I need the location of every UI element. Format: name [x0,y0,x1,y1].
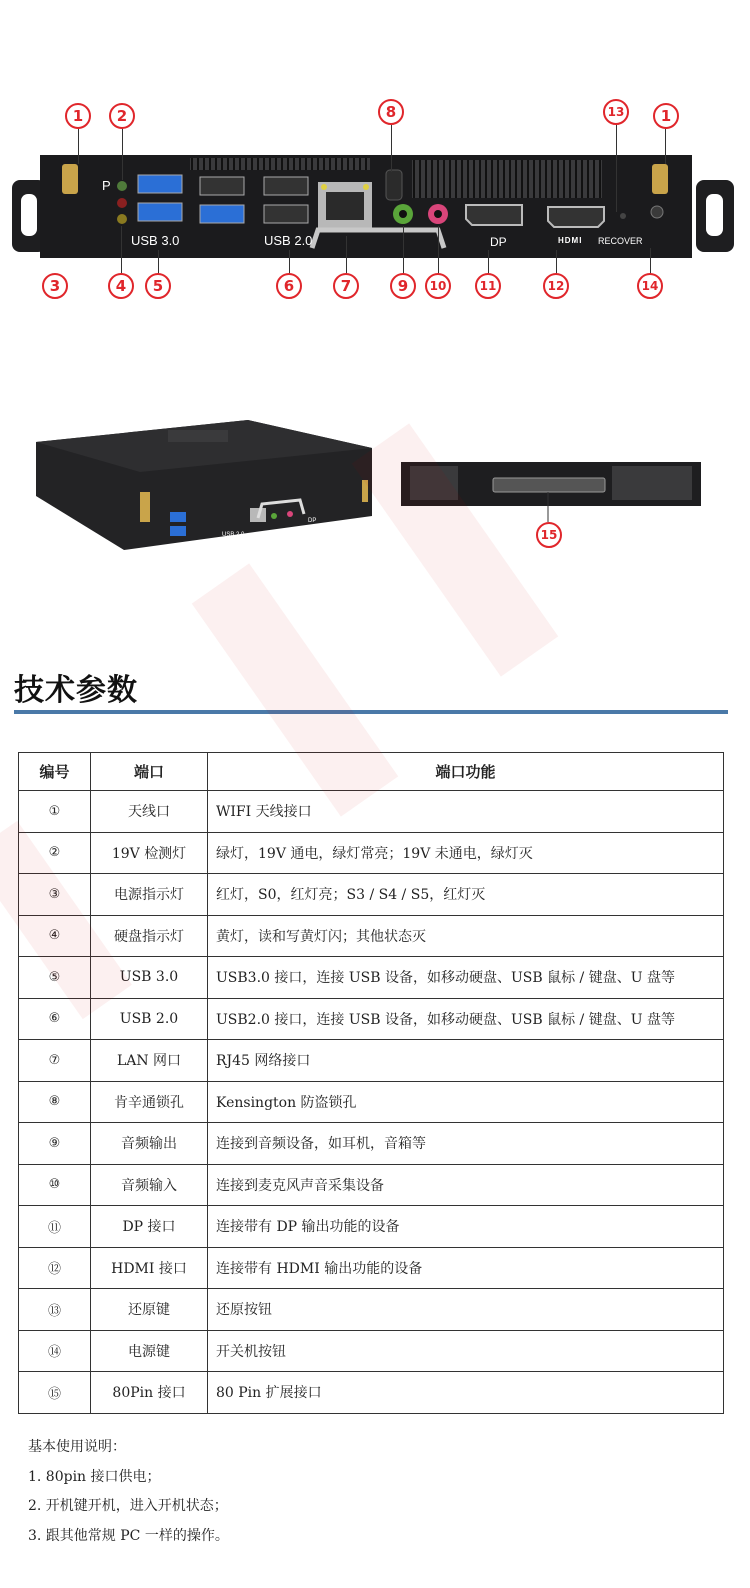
callout-3: 3 [42,273,68,299]
dp-port [466,205,522,225]
cell-port: USB 3.0 [91,957,208,999]
cell-number: ⑪ [19,1206,91,1248]
80pin-connector [493,478,605,492]
callout-14: 14 [637,273,663,299]
usb3-port-1 [138,175,182,193]
label-usb2: USB 2.0 [264,233,313,248]
cell-number: ⑭ [19,1330,91,1372]
table-body [19,791,724,1414]
cell-port: 电源键 [91,1330,208,1372]
callout-1-left: 1 [65,103,91,129]
cell-port: 硬盘指示灯 [91,915,208,957]
callout-9: 9 [390,273,416,299]
front-panel-diagram [0,0,750,330]
table-row [19,957,724,999]
label-p: P [102,178,111,193]
cell-number: ⑦ [19,1040,91,1082]
cell-function: USB3.0 接口，连接 USB 设备，如移动硬盘、USB 鼠标 / 键盘、U 盘等 [208,957,724,999]
cell-port: 电源指示灯 [91,874,208,916]
label-usb3: USB 3.0 [131,233,180,248]
small-label-usb2: USB 2.0 [222,532,245,538]
notes-heading: 基本使用说明： [28,1439,126,1455]
cell-port: LAN 网口 [91,1040,208,1082]
callout-11: 11 [475,273,501,299]
cell-function: 连接带有 DP 输出功能的设备 [208,1206,724,1248]
table-row [19,1040,724,1082]
cell-function: 连接到麦克风声音采集设备 [208,1164,724,1206]
cell-port: 还原键 [91,1289,208,1331]
spec-table [18,752,724,1414]
cell-port: 天线口 [91,791,208,833]
callout-1-right: 1 [653,103,679,129]
table-row [19,1247,724,1289]
table-row [19,832,724,874]
table-row [19,874,724,916]
cell-function: USB2.0 接口，连接 USB 设备，如移动硬盘、USB 鼠标 / 键盘、U 盘等 [208,998,724,1040]
cell-function: 红灯，S0，红灯亮；S3 / S4 / S5，红灯灭 [208,874,724,916]
callout-15: 15 [536,522,562,548]
header-function: 端口功能 [208,753,724,791]
cell-number: ⑤ [19,957,91,999]
cell-port: 肯辛通锁孔 [91,1081,208,1123]
note-item-3: 3. 跟其他常规 PC 一样的操作。 [28,1527,229,1544]
cell-port: 19V 检测灯 [91,832,208,874]
callout-8: 8 [378,99,404,125]
small-label-usb3: USB 3.0 [172,546,195,552]
small-label-dp: DP [308,518,317,524]
cell-function: 黄灯，读和写黄灯闪；其他状态灭 [208,915,724,957]
cell-number: ② [19,832,91,874]
callout-6: 6 [276,273,302,299]
cell-function: 连接到音频设备，如耳机，音箱等 [208,1123,724,1165]
cell-function: Kensington 防盗锁孔 [208,1081,724,1123]
callout-5: 5 [145,273,171,299]
callout-10: 10 [425,273,451,299]
cell-function: 开关机按钮 [208,1330,724,1372]
led-19v [117,181,127,191]
led-power [117,198,127,208]
label-dp: DP [490,235,507,249]
cell-function: 还原按钮 [208,1289,724,1331]
antenna-right [652,164,668,194]
usb2-port-2 [264,205,308,223]
callout-2: 2 [109,103,135,129]
callout-7: 7 [333,273,359,299]
callout-4: 4 [108,273,134,299]
antenna-left [62,164,78,194]
hdmi-port [548,207,604,227]
usage-notes [28,1433,229,1551]
table-row [19,1164,724,1206]
callout-13: 13 [603,99,629,125]
table-row [19,1081,724,1123]
cell-function: 绿灯，19V 通电，绿灯常亮；19V 未通电，绿灯灭 [208,832,724,874]
usb-port-3 [200,177,244,195]
header-number: 编号 [19,753,91,791]
table-row [19,998,724,1040]
note-item-2: 2. 开机键开机，进入开机状态； [28,1498,228,1514]
table-row [19,1206,724,1248]
cell-number: ⑥ [19,998,91,1040]
cell-port: 音频输出 [91,1123,208,1165]
kensington-slot [386,170,402,200]
cell-number: ⑬ [19,1289,91,1331]
cell-port: 音频输入 [91,1164,208,1206]
table-row [19,1289,724,1331]
section-title: 技术参数 [14,673,138,708]
title-divider [14,710,728,714]
table-row [19,1330,724,1372]
cell-number: ④ [19,915,91,957]
cell-port: USB 2.0 [91,998,208,1040]
cell-port: 80Pin 接口 [91,1372,208,1414]
note-item-1: 1. 80pin 接口供电； [28,1468,161,1485]
callout-12: 12 [543,273,569,299]
cell-function: RJ45 网络接口 [208,1040,724,1082]
cell-number: ⑩ [19,1164,91,1206]
label-recover: RECOVER [598,236,643,246]
cell-number: ⑮ [19,1372,91,1414]
cell-port: HDMI 接口 [91,1247,208,1289]
cell-number: ⑧ [19,1081,91,1123]
table-header-row [19,753,724,791]
table-row [19,1372,724,1414]
label-hdmi-logo: HDMI [558,236,583,245]
cell-number: ① [19,791,91,833]
cell-function: WIFI 天线接口 [208,791,724,833]
cell-number: ⑫ [19,1247,91,1289]
usb3-port-2 [138,203,182,221]
table-row [19,791,724,833]
power-button [651,206,663,218]
table-row [19,915,724,957]
cell-function: 80 Pin 扩展接口 [208,1372,724,1414]
cell-function: 连接带有 HDMI 输出功能的设备 [208,1247,724,1289]
recover-button [620,213,626,219]
device-photos [0,400,750,570]
cell-number: ⑨ [19,1123,91,1165]
table-row [19,1123,724,1165]
led-hdd [117,214,127,224]
cell-port: DP 接口 [91,1206,208,1248]
usb2-port-1 [264,177,308,195]
usb3-port-4 [200,205,244,223]
cell-number: ③ [19,874,91,916]
header-port: 端口 [91,753,208,791]
